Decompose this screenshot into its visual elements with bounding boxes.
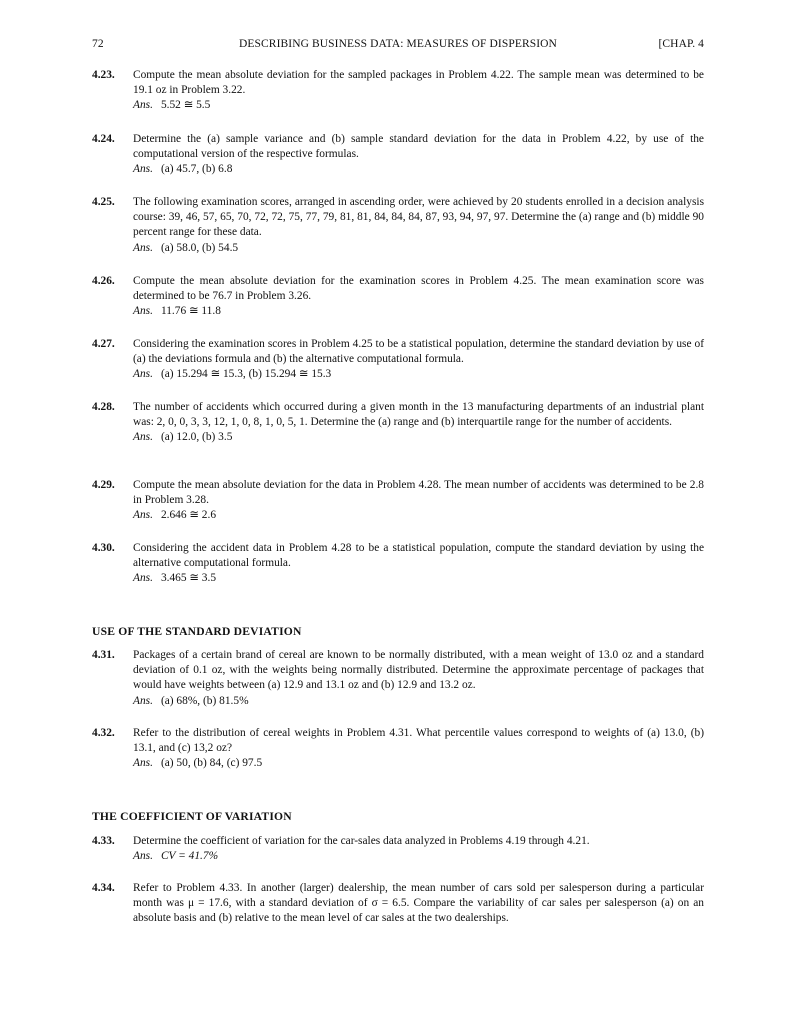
problem-number: 4.30.: [92, 542, 115, 554]
answer-label: Ans.: [133, 509, 153, 522]
problem-number: 4.28.: [92, 401, 115, 413]
answer: [133, 241, 704, 256]
problem-number: 4.34.: [92, 882, 115, 894]
problem-4-29: [92, 478, 704, 524]
answer: [133, 304, 704, 319]
problem-number: 4.27.: [92, 338, 115, 350]
answer-value: (a) 12.0, (b) 3.5: [160, 431, 233, 444]
problem-4-32: [92, 726, 704, 772]
answer-value: (a) 45.7, (b) 6.8: [160, 163, 233, 176]
problem-number: 4.29.: [92, 479, 115, 491]
problem-text: Determine the coefficient of variation for the car-sales data analyzed in Problems 4.19 through 4.21.: [133, 835, 590, 847]
answer-label: Ans.: [133, 305, 153, 318]
problem-text: Considering the accident data in Problem 4.28 to be a statistical population, compute the standard deviation by using the alternative computational formula.: [133, 542, 704, 570]
page-header: [92, 38, 704, 56]
answer-label: Ans.: [133, 694, 153, 707]
problem-number: 4.33.: [92, 835, 115, 847]
answer: [133, 849, 704, 864]
problem-text: Compute the mean absolute deviation for the examination scores in Problem 4.25. The mean examination score was determined to be 76.7 in Problem 3.26.: [133, 275, 704, 303]
problem-4-28: [92, 400, 704, 446]
problem-number: 4.25.: [92, 196, 115, 208]
problem-text: The following examination scores, arranged in ascending order, were achieved by 20 students enrolled in a decision analysis course: 39, 46, 57, 65, 70, 72, 72, 75, 77, 79, 81, 81, 84, 84, 84, 87, 93, 94, 97, 97. Determine the (a) range and (b) middle 90 percent range for these data.: [133, 196, 704, 239]
problem-number: 4.24.: [92, 133, 115, 145]
problem-4-27: [92, 337, 704, 383]
problem-4-25: [92, 195, 704, 256]
problem-number: 4.26.: [92, 275, 115, 287]
section-heading-coefficient-of-variation: THE COEFFICIENT OF VARIATION: [92, 810, 292, 823]
answer-label: Ans.: [133, 99, 153, 112]
answer-label: Ans.: [133, 241, 153, 254]
section-heading-standard-deviation: USE OF THE STANDARD DEVIATION: [92, 625, 302, 638]
problem-number: 4.31.: [92, 649, 115, 661]
answer-value: 3.465 ≅ 3.5: [160, 572, 217, 585]
answer-value: (a) 15.294 ≅ 15.3, (b) 15.294 ≅ 15.3: [160, 368, 332, 381]
problem-4-34: [92, 881, 704, 927]
problem-text: The number of accidents which occurred during a given month in the 13 manufacturing departments of an industrial plant was: 2, 0, 0, 3, 3, 12, 1, 0, 8, 1, 0, 5, 1. Determine the (a) range and (b) interquartile range for the number of accidents.: [133, 401, 704, 429]
problem-text: Refer to Problem 4.33. In another (larger) dealership, the mean number of cars sold per salesperson during a particular month was μ = 17.6, with a standard deviation of σ = 6.5. Compare the variability of car sales per salesperson (a) on an absolute basis and (b) relative to the mean level of car sales at the two dealerships.: [133, 882, 704, 925]
answer: [133, 162, 704, 177]
problem-text: Compute the mean absolute deviation for the sampled packages in Problem 4.22. The sample mean was determined to be 19.1 oz in Problem 3.22.: [133, 69, 704, 97]
answer-value: CV = 41.7%: [160, 850, 219, 863]
running-title: DESCRIBING BUSINESS DATA: MEASURES OF DISPERSION: [239, 38, 557, 50]
problem-4-33: [92, 834, 704, 864]
problem-text: Packages of a certain brand of cereal are known to be normally distributed, with a mean weight of 13.0 oz and a standard deviation of 0.1 oz, with the weights being normally distributed. Determine the approximate percentage of packages that would have weights between (a) 12.9 and 13.1 oz and (b) 12.9 and 13.2 oz.: [133, 649, 704, 692]
answer: [133, 98, 704, 113]
problem-text: Considering the examination scores in Problem 4.25 to be a statistical population, determine the standard deviation by use of (a) the deviations formula and (b) the alternative computational formula.: [133, 338, 704, 366]
answer-label: Ans.: [133, 163, 153, 176]
answer-value: (a) 58.0, (b) 54.5: [160, 241, 239, 254]
answer-label: Ans.: [133, 368, 153, 381]
answer-value: 11.76 ≅ 11.8: [160, 305, 221, 318]
answer: [133, 508, 704, 523]
answer: [133, 694, 704, 709]
problem-4-31: [92, 648, 704, 709]
answer-value: 2.646 ≅ 2.6: [160, 509, 217, 522]
problem-4-26: [92, 274, 704, 320]
page-number: 72: [92, 38, 104, 50]
problem-number: 4.32.: [92, 727, 115, 739]
answer: [133, 756, 704, 771]
answer-label: Ans.: [133, 850, 153, 863]
answer-value: (a) 50, (b) 84, (c) 97.5: [160, 757, 263, 770]
answer-value: (a) 68%, (b) 81.5%: [160, 694, 249, 707]
problem-text: Refer to the distribution of cereal weights in Problem 4.31. What percentile values correspond to weights of (a) 13.0, (b) 13.1, and (c) 13,2 oz?: [133, 727, 704, 755]
answer: [133, 571, 704, 586]
problem-number: 4.23.: [92, 69, 115, 81]
answer-label: Ans.: [133, 757, 153, 770]
problem-4-30: [92, 541, 704, 587]
answer: [133, 430, 704, 445]
answer-label: Ans.: [133, 431, 153, 444]
answer: [133, 367, 704, 382]
problem-text: Compute the mean absolute deviation for the data in Problem 4.28. The mean number of accidents was determined to be 2.8 in Problem 3.28.: [133, 479, 704, 507]
problem-4-24: [92, 132, 704, 178]
problem-4-23: [92, 68, 704, 114]
answer-label: Ans.: [133, 572, 153, 585]
problem-text: Determine the (a) sample variance and (b) sample standard deviation for the data in Problem 4.22, by use of the computational version of the respective formulas.: [133, 133, 704, 161]
answer-value: 5.52 ≅ 5.5: [160, 99, 211, 112]
chapter-label: [CHAP. 4: [658, 38, 704, 50]
